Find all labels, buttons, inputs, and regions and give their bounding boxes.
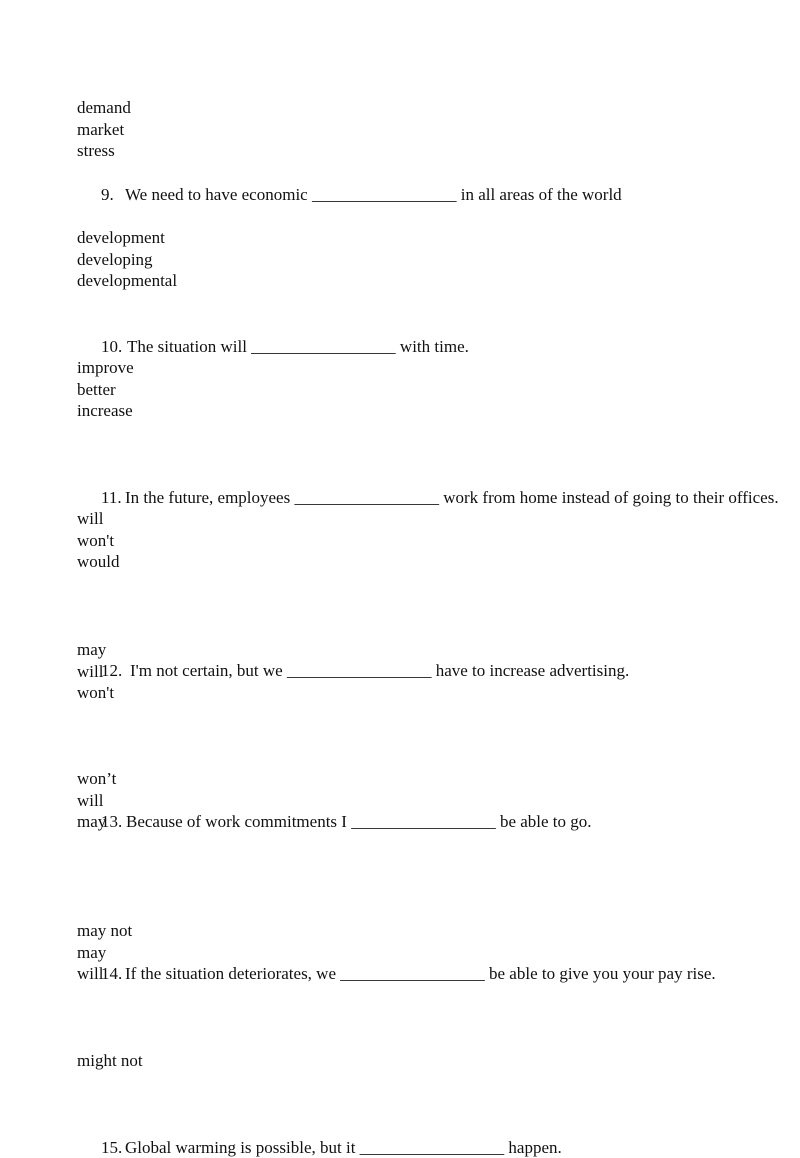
option-item: may xyxy=(77,640,107,659)
option-item: won't xyxy=(77,530,115,550)
option-item: developmental xyxy=(77,271,178,291)
option-item: will xyxy=(77,661,104,681)
option-item: increase xyxy=(77,401,133,421)
question-number: 11. xyxy=(101,488,122,508)
question-11 xyxy=(0,487,800,509)
option-item: market xyxy=(77,119,125,139)
option-list-q13 xyxy=(0,768,800,833)
question-text: In the future, employees _________________ work from home instead of going to their offices. xyxy=(125,488,779,508)
question-10 xyxy=(0,336,800,358)
option-item: would xyxy=(77,552,120,572)
option-item: development xyxy=(77,228,165,247)
option-list-q15 xyxy=(0,1050,800,1072)
question-text: Global warming is possible, but it _________________ happen. xyxy=(125,1137,562,1157)
question-9 xyxy=(0,184,800,206)
question-number: 15. xyxy=(101,1137,123,1157)
question-text: The situation will _________________ with time. xyxy=(127,336,469,356)
question-text: We need to have economic _________________ in all areas of the world xyxy=(125,185,622,204)
option-list-q9 xyxy=(0,227,800,292)
option-item: improve xyxy=(77,358,134,377)
option-list-q12 xyxy=(0,639,800,704)
question-text: I'm not certain, but we _________________ have to increase advertising. xyxy=(130,660,630,680)
question-number: 13. xyxy=(101,812,123,832)
option-item: may not xyxy=(77,921,133,940)
question-number: 14. xyxy=(101,963,123,983)
option-item: developing xyxy=(77,249,153,269)
question-text: If the situation deteriorates, we _________________ be able to give you your pay rise. xyxy=(125,963,716,983)
question-number: 10. xyxy=(101,336,123,356)
option-item: will xyxy=(77,509,104,528)
option-item: better xyxy=(77,379,116,399)
option-item: will xyxy=(77,790,104,810)
question-number: 12. xyxy=(101,660,123,680)
option-item: will xyxy=(77,964,104,984)
option-item: stress xyxy=(77,141,115,161)
option-list-q8 xyxy=(0,97,800,162)
question-number: 9. xyxy=(101,185,114,204)
option-item: won’t xyxy=(77,769,117,788)
option-item: won't xyxy=(77,683,115,703)
question-text: Because of work commitments I _________________ be able to go. xyxy=(126,812,592,832)
option-item: might not xyxy=(77,1051,143,1070)
option-list-q11 xyxy=(0,508,800,573)
question-15 xyxy=(0,1137,800,1158)
option-item: demand xyxy=(77,98,131,117)
option-list-q14 xyxy=(0,920,800,985)
option-item: may xyxy=(77,942,107,962)
option-item: may xyxy=(77,812,107,832)
option-list-q10 xyxy=(0,357,800,422)
